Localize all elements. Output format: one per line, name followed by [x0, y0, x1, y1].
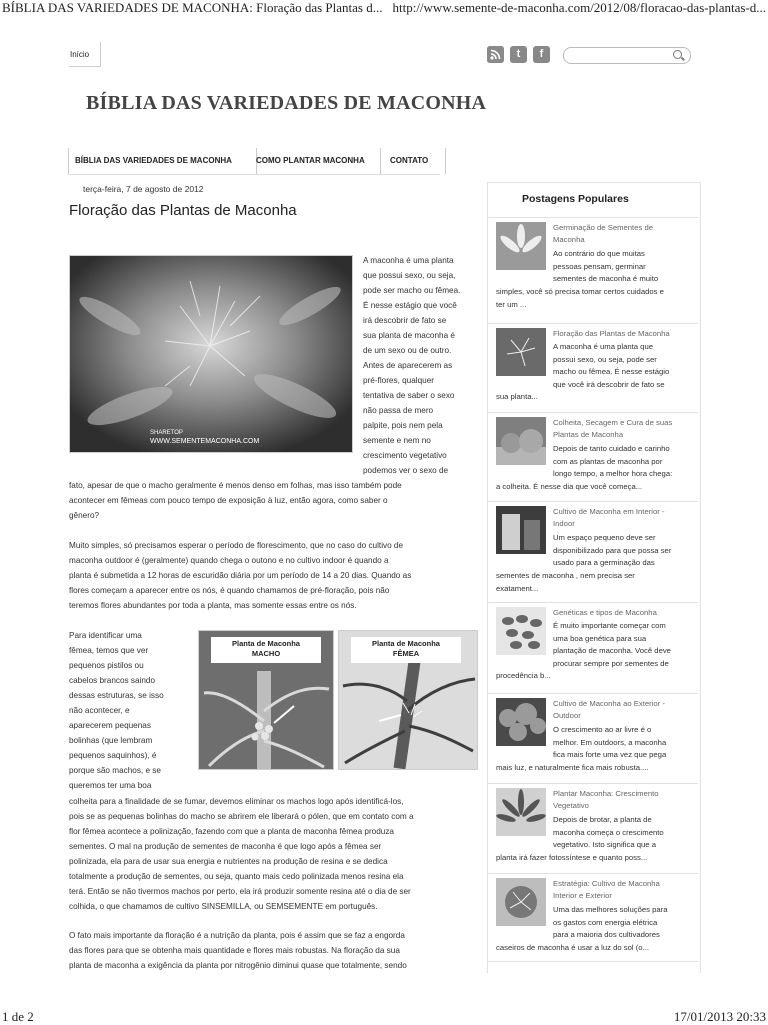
- nav-item-biblia[interactable]: BÍBLIA DAS VARIEDADES DE MACONHA: [68, 148, 257, 174]
- snippet-line: usado para a germinação das: [553, 558, 655, 567]
- text-line: fato, apesar de que o macho geralmente é menos denso em folhas, mas isso também pode: [69, 481, 402, 490]
- snippet-line: os gastos com energia elétrica: [553, 917, 658, 927]
- post-title-link[interactable]: [553, 506, 678, 530]
- post-snippet-continued: [496, 286, 696, 311]
- title-line[interactable]: Cultivo de Maconha em Interior -: [553, 507, 665, 516]
- search-input[interactable]: [564, 51, 676, 66]
- text-line: colheita para a finalidade de se fumar, devemos eliminar os machos logo após identificá-los,: [69, 797, 404, 806]
- female-plant-photo[interactable]: [338, 630, 478, 770]
- sidebar-divider: [488, 961, 698, 963]
- text-line: porque são machos, e se: [69, 766, 161, 775]
- text-line: sementes. O mal na produção de sementes de maconha é que logo após a fêmea ser: [69, 842, 382, 851]
- snippet-line: simples, você só precisa tomar certos cuidados e: [496, 287, 664, 296]
- snippet-line: vegetativo. Isto significa que a: [553, 840, 656, 849]
- text-line: polinizada, ela para de usar sua energia e nutrientes na produção de resina e se dedica: [69, 857, 388, 866]
- popular-posts-sidebar: [487, 182, 701, 973]
- text-line: planta é submetida a 12 horas de escuridão diária por um período de 14 a 20 dias. Quando as: [69, 571, 412, 580]
- post-title-link[interactable]: [553, 417, 678, 441]
- caption-line: FÊMEA: [392, 649, 420, 658]
- text-line: bolinhas (que lembram: [69, 736, 153, 745]
- text-line: que possui sexo, ou seja,: [363, 271, 456, 280]
- twitter-icon[interactable]: t: [510, 46, 527, 63]
- text-line: pequenos saquinhos), é: [69, 751, 157, 760]
- snippet-line: Uma das melhores soluções para: [553, 905, 668, 914]
- text-line: podemos ver o sexo de: [363, 466, 449, 475]
- title-line[interactable]: Germinação de Sementes de: [553, 223, 653, 232]
- post-title-link[interactable]: [553, 222, 678, 246]
- snippet-line: Ao contrário do que muitas: [553, 249, 645, 258]
- snippet-line: macho ou fêmea. É nesse estágio: [553, 367, 670, 376]
- caption-line: Planta de Maconha: [232, 639, 300, 648]
- snippet-line: sementes de maconha é muito: [553, 274, 659, 283]
- post-snippet: [553, 814, 693, 852]
- snippet-line: O crescimento ao ar livre é o: [553, 725, 652, 734]
- search-icon[interactable]: [673, 50, 682, 59]
- title-line[interactable]: Genéticas e tipos de Maconha: [553, 608, 657, 617]
- title-line[interactable]: Plantas de Maconha: [553, 430, 624, 439]
- post-intro-side: [363, 253, 488, 478]
- post-snippet-continued: [496, 762, 696, 775]
- post-paragraph-3-side: [69, 628, 194, 793]
- text-line: semente e nem no: [363, 436, 431, 445]
- text-line: teremos flores abundantes por toda a planta, mas somente essas entre os nós.: [69, 601, 357, 610]
- text-line: de um sexo ou de outro.: [363, 346, 452, 355]
- post-snippet: [553, 904, 693, 942]
- title-line[interactable]: Indoor: [553, 519, 575, 528]
- post-title-link[interactable]: [553, 607, 678, 619]
- print-header-title: BÍBLIA DAS VARIEDADES DE MACONHA: Floração das Plantas d...: [2, 0, 383, 15]
- post-title[interactable]: Floração das Plantas de Maconha: [69, 202, 297, 219]
- text-line: planta de maconha a exigência da planta por nitrogênio diminui quase que totalmente, sendo: [69, 961, 407, 970]
- snippet-line: possui sexo, ou seja, pode ser: [553, 354, 657, 364]
- home-link[interactable]: Início: [70, 50, 90, 59]
- snippet-line: procedência b...: [496, 671, 551, 680]
- post-snippet: [553, 620, 693, 670]
- popular-post-item[interactable]: [488, 323, 698, 408]
- snippet-line: ter um ...: [496, 299, 527, 309]
- post-intro-continued: [69, 478, 484, 523]
- text-line: queremos ter uma boa: [69, 781, 152, 790]
- text-line: Muito simples, só precisamos esperar o período de florescimento, que no caso do cultivo de: [69, 541, 404, 550]
- snippet-line: Depois de tanto cuidado e carinho: [553, 444, 670, 453]
- title-line[interactable]: Maconha: [553, 235, 585, 244]
- snippet-line: para a maioria dos cultivadores: [553, 930, 660, 939]
- topbar-underline: [69, 66, 101, 67]
- post-date: terça-feira, 7 de agosto de 2012: [83, 184, 204, 194]
- post-thumbnail[interactable]: [496, 328, 546, 376]
- snippet-line: exatament...: [496, 583, 539, 593]
- post-thumbnail[interactable]: [496, 788, 546, 836]
- popular-post-item[interactable]: [488, 873, 698, 958]
- text-line: totalmente a produção de sementes, ou seja, quanto mais cedo polinizada menos resina ela: [69, 872, 404, 881]
- cannabis-flower-photo[interactable]: [69, 255, 353, 453]
- snippet-line: Um espaço pequeno deve ser: [553, 533, 656, 542]
- male-plant-caption: [211, 637, 321, 663]
- search-box[interactable]: [563, 47, 691, 64]
- title-line[interactable]: Vegetativo: [553, 801, 589, 810]
- text-line: cabelos brancos saindo: [69, 676, 156, 685]
- snippet-line: mais luz, e naturalmente fica mais robusta....: [496, 763, 649, 772]
- print-footer-page-count: 1 de 2: [2, 1009, 34, 1024]
- post-snippet-continued: [496, 481, 696, 494]
- female-plant-caption: [351, 637, 461, 663]
- title-line[interactable]: Colheita, Secagem e Cura de suas: [553, 418, 673, 427]
- popular-post-item[interactable]: [488, 501, 698, 600]
- text-line: A maconha é uma planta: [363, 256, 454, 265]
- post-snippet: [553, 532, 693, 570]
- title-line[interactable]: Cultivo de Maconha ao Exterior -: [553, 699, 665, 708]
- popular-post-item[interactable]: [488, 693, 698, 778]
- text-line: O fato mais importante da floração é a nutrição da planta, pois é assim que se faz a engorda: [69, 931, 405, 940]
- sidebar-title: Postagens Populares: [522, 193, 629, 205]
- text-line: gênero?: [69, 511, 100, 520]
- snippet-line: melhor. Em outdoors, a maconha: [553, 737, 667, 747]
- text-line: pois se as pequenas bolinhas do macho se abrirem ele liberará o pólen, que em contato com a: [69, 812, 414, 821]
- snippet-line: caseiros de maconha é usar a luz do sol (o...: [496, 943, 649, 952]
- nav-item-como-plantar[interactable]: COMO PLANTAR MACONHA: [250, 148, 381, 174]
- topbar-divider: [100, 42, 101, 67]
- popular-post-item[interactable]: [488, 217, 698, 316]
- post-paragraph-3: [69, 794, 484, 914]
- post-thumbnail[interactable]: [496, 607, 546, 655]
- text-line: fêmea, temos que ver: [69, 646, 149, 655]
- post-paragraph-2: [69, 538, 484, 613]
- facebook-icon[interactable]: f: [533, 46, 550, 63]
- post-paragraph-4: [69, 928, 484, 973]
- snippet-line: que você irá descobrir de fato se: [553, 379, 665, 389]
- snippet-line: sua planta...: [496, 392, 538, 401]
- text-line: É nesse estágio que você: [363, 301, 457, 310]
- text-line: sua planta de maconha é: [363, 331, 455, 340]
- blog-title[interactable]: BÍBLIA DAS VARIEDADES DE MACONHA: [86, 92, 487, 114]
- post-thumbnail[interactable]: [496, 222, 546, 270]
- post-snippet-continued: [496, 942, 696, 955]
- snippet-line: a colheita. É nesse dia que você começa...: [496, 482, 643, 491]
- text-line: não acontecer, e: [69, 706, 130, 715]
- title-line[interactable]: Plantar Maconha: Crescimento: [553, 789, 659, 798]
- text-line: das flores para que se obtenha mais quantidade e flores mais robustas. Na floração da sua: [69, 946, 400, 955]
- post-title-link[interactable]: [553, 788, 678, 812]
- text-line: acontecer em fêmeas com pouco tempo de exposição à luz, então agora, como saber o: [69, 496, 388, 505]
- snippet-line: fica mais forte uma vez que pega: [553, 750, 667, 759]
- snippet-line: É muito importante começar com: [553, 621, 666, 630]
- snippet-line: longo tempo, a melhor hora chega:: [553, 469, 673, 478]
- post-title-link[interactable]: [553, 698, 678, 722]
- text-line: pequenos pistilos ou: [69, 661, 144, 670]
- popular-post-item[interactable]: [488, 602, 698, 687]
- post-snippet: [553, 443, 693, 481]
- snippet-line: A maconha é uma planta que: [553, 342, 654, 351]
- post-thumbnail[interactable]: [496, 878, 546, 926]
- snippet-line: disponibilizado para que possa ser: [553, 545, 672, 555]
- post-thumbnail[interactable]: [496, 506, 546, 554]
- title-line[interactable]: Estratégia: Cultivo de Maconha: [553, 879, 660, 888]
- title-line[interactable]: Floração das Plantas de Maconha: [553, 329, 670, 338]
- text-line: pré-flores, qualquer: [363, 376, 434, 385]
- post-thumbnail[interactable]: [496, 417, 546, 465]
- post-snippet-continued: [496, 670, 696, 683]
- image-watermark-small: SHARETOP: [150, 430, 183, 436]
- text-line: terá. Então se não tivermos machos por perto, ela irá produzir somente resina até o dia de ser: [69, 887, 411, 896]
- text-line: flores começam a aparecer entre os nós, é quando chamamos de pré-floração, pois não: [69, 586, 390, 595]
- title-line[interactable]: Interior e Exterior: [553, 891, 612, 900]
- text-line: colhida, o que chamamos de cultivo SINSEMILLA, ou SEMSEMENTE em português.: [69, 902, 378, 911]
- snippet-line: pessoas pensam, germinar: [553, 261, 646, 271]
- popular-post-item[interactable]: [488, 412, 698, 497]
- post-snippet: [553, 341, 693, 391]
- snippet-line: sementes de maconha , nem precisa ser: [496, 571, 635, 580]
- text-line: dessas estruturas, se isso: [69, 691, 164, 700]
- caption-line: Planta de Maconha: [372, 639, 440, 648]
- text-line: flor fêmea acontece a polinização, fazendo com que a planta de maconha fêmea produza: [69, 827, 394, 836]
- nav-divider: [68, 174, 440, 175]
- post-snippet: [553, 724, 693, 762]
- post-snippet: [553, 248, 693, 286]
- male-plant-photo[interactable]: [198, 630, 334, 770]
- text-line: Antes de aparecerem as: [363, 361, 453, 370]
- post-snippet-continued: [496, 391, 696, 404]
- text-line: maconha outdoor é (geralmente) quando chega o outono e no cultivo indoor é quando a: [69, 556, 389, 565]
- popular-post-item[interactable]: [488, 783, 698, 868]
- text-line: não passa de mero: [363, 406, 434, 415]
- text-line: irá descobrir de fato se: [363, 316, 447, 325]
- snippet-line: planta irá fazer fotossíntese e quanto poss...: [496, 853, 648, 862]
- print-footer-datetime: 17/01/2013 20:33: [673, 1009, 766, 1024]
- text-line: Para identificar uma: [69, 631, 142, 640]
- post-title-link[interactable]: [553, 328, 678, 340]
- rss-icon[interactable]: [487, 46, 504, 63]
- image-watermark: WWW.SEMENTEMACONHA.COM: [150, 438, 260, 445]
- post-thumbnail[interactable]: [496, 698, 546, 746]
- snippet-line: uma boa genética para sua: [553, 633, 647, 643]
- title-line[interactable]: Outdoor: [553, 711, 581, 720]
- snippet-line: procurar sempre por sementes de: [553, 658, 669, 668]
- text-line: tentativa de saber o sexo: [363, 391, 455, 400]
- text-line: crescimento vegetativo: [363, 451, 447, 460]
- caption-line: MACHO: [251, 649, 281, 658]
- post-snippet-continued: [496, 570, 696, 595]
- snippet-line: plantação de maconha. Você deve: [553, 646, 671, 655]
- post-title-link[interactable]: [553, 878, 678, 902]
- text-line: aparecerem pequenas: [69, 721, 151, 730]
- snippet-line: maconha começa o crescimento: [553, 827, 664, 837]
- snippet-line: com as plantas de maconha por: [553, 456, 663, 466]
- post-snippet-continued: [496, 852, 696, 865]
- text-line: pode ser macho ou fêmea.: [363, 286, 461, 295]
- text-line: palpite, pois nem pela: [363, 421, 443, 430]
- snippet-line: Depois de brotar, a planta de: [553, 815, 652, 824]
- print-header-url: http://www.semente-de-maconha.com/2012/08/floracao-das-plantas-d...: [392, 0, 766, 15]
- nav-item-contato[interactable]: CONTATO: [384, 148, 446, 174]
